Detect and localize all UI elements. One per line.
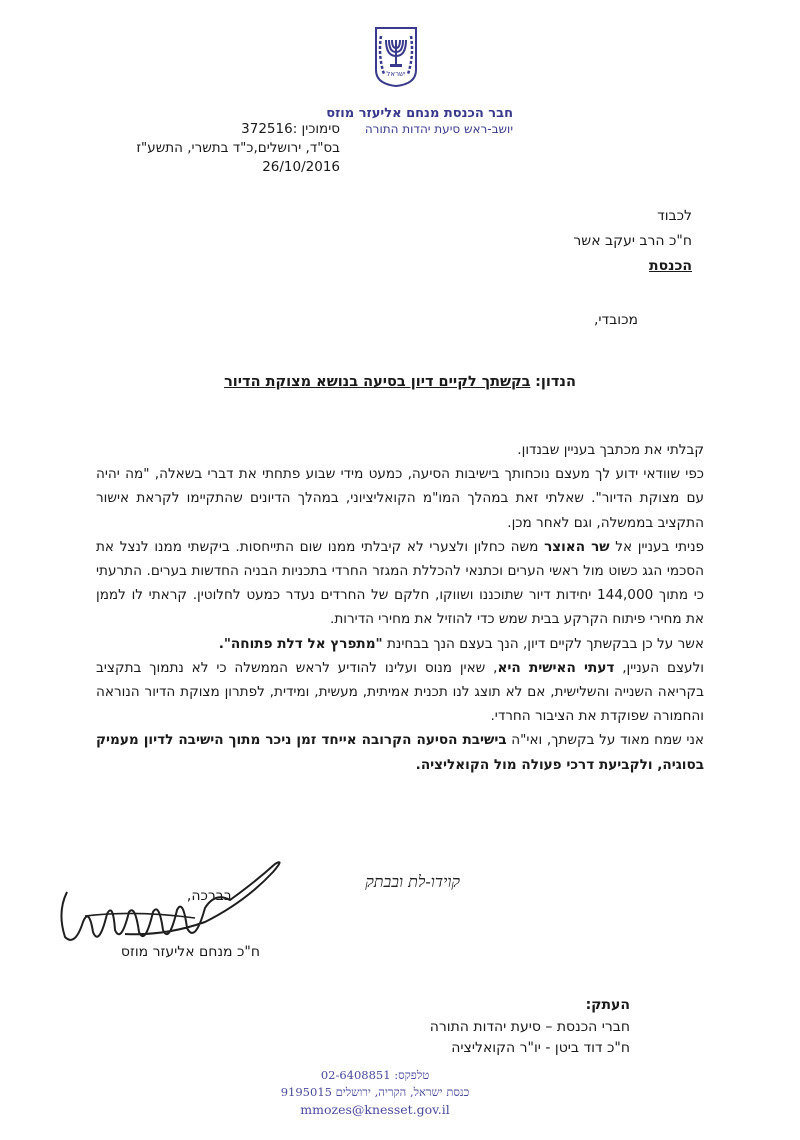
cc-label: העתק: bbox=[585, 997, 630, 1013]
subject-text: בקשתך לקיים דיון בסיעה בנושא מצוקת הדיור bbox=[224, 374, 531, 390]
recipient-salutation: לכבוד bbox=[657, 208, 692, 224]
handwritten-note: קוידו-לת ובבתק bbox=[365, 872, 460, 891]
cc-line: ח"כ דוד ביטן - יו"ר הקואליציה bbox=[451, 1040, 630, 1056]
paragraph: פניתי בעניין אל שר האוצר משה כחלון ולצערי לא קיבלתי ממנו שום התייחסות. ביקשתי ממנו לנצל את הסכמי הגג כשוט מול ראשי הערים וכתנאי להכללת המגזר החרדי בתכניות הבניה החדשות בערים. התרעתי כי מתוך 144,000 יחידות דיור שתוכננו ושווקו, חלקם של החרדים נעדר כמעט לחלוטין. קראתי לו לממן את מחירי פיתוח הקרקע בבית שמש כדי להוזיל את מחירי הדירות. bbox=[96, 538, 705, 628]
paragraph: כפי שוודאי ידוע לך מעצם נוכחותך בישיבות הסיעה, כמעט מידי שבוע פתחתי את דברי בשאלה, "מה יהיה עם מצוקת הדיור". שאלתי זאת במהלך המו"מ הקואליציוני, במהלך הדיונים שהתקיימו לקראת אישור התקציב בממשלה, וגם לאחר מכן. bbox=[96, 466, 704, 531]
paragraph: ולעצם העניין, דעתי האישית היא, שאין מנוס ועלינו להודיע לראש הממשלה כי לא נתמוך בתקציב בקריאה השנייה והשלישית, אם לא תוצג לנו תכנית אמיתית, מעשית, ומידית, לפתרון מצוקת הדיור הנוראה והחמורה שפוקדת את הציבור החרדי. bbox=[96, 659, 704, 725]
subject-label: הנדון: bbox=[535, 374, 576, 390]
signer-name: ח"כ מנחם אליעזר מוזס bbox=[120, 944, 260, 960]
greeting: מכובדי, bbox=[593, 312, 638, 328]
hebrew-date: בס"ד, ירושלים,כ"ד בתשרי, התשע"ז bbox=[136, 140, 340, 156]
letterhead-role: יושב-ראש סיעת יהדות התורה bbox=[364, 122, 513, 136]
paragraph: אני שמח מאוד על בקשתך, ואי"ה בישיבת הסיעה הקרובה אייחד זמן ניכר מתוך הישיבה לדיון מעמיק בסוגיה, ולקביעת דרכי פעולה מול הקואליציה. bbox=[96, 732, 704, 773]
recipient-name: ח"כ הרב יעקב אשר bbox=[573, 233, 692, 249]
footer-email[interactable]: mmozes@knesset.gov.il bbox=[300, 1102, 450, 1117]
paragraph: קבלתי את מכתבך בעניין שבנדון. bbox=[517, 442, 704, 458]
paragraph: אשר על כן בבקשתך לקיים דיון, הנך בעצם הנך בבחינת "מתפרץ אל דלת פתוחה". bbox=[218, 635, 704, 652]
recipient-place: הכנסת bbox=[649, 258, 692, 274]
cc-line: חברי הכנסת – סיעת יהדות התורה bbox=[429, 1019, 630, 1035]
reference-number: סימוכין :372516 bbox=[241, 121, 340, 137]
subject-line bbox=[140, 374, 660, 390]
closing-blessing: בברכה, bbox=[186, 888, 232, 904]
letter-body bbox=[96, 438, 704, 777]
emblem-caption: ישראל bbox=[386, 70, 406, 78]
letterhead-name: חבר הכנסת מנחם אליעזר מוזס bbox=[326, 106, 513, 121]
footer-phone: טלפקס: 02-6408851 bbox=[320, 1068, 430, 1082]
footer-address: כנסת ישראל, הקריה, ירושלים 9195015 bbox=[280, 1085, 470, 1099]
gregorian-date: 26/10/2016 bbox=[262, 159, 340, 175]
knesset-emblem bbox=[372, 26, 420, 88]
